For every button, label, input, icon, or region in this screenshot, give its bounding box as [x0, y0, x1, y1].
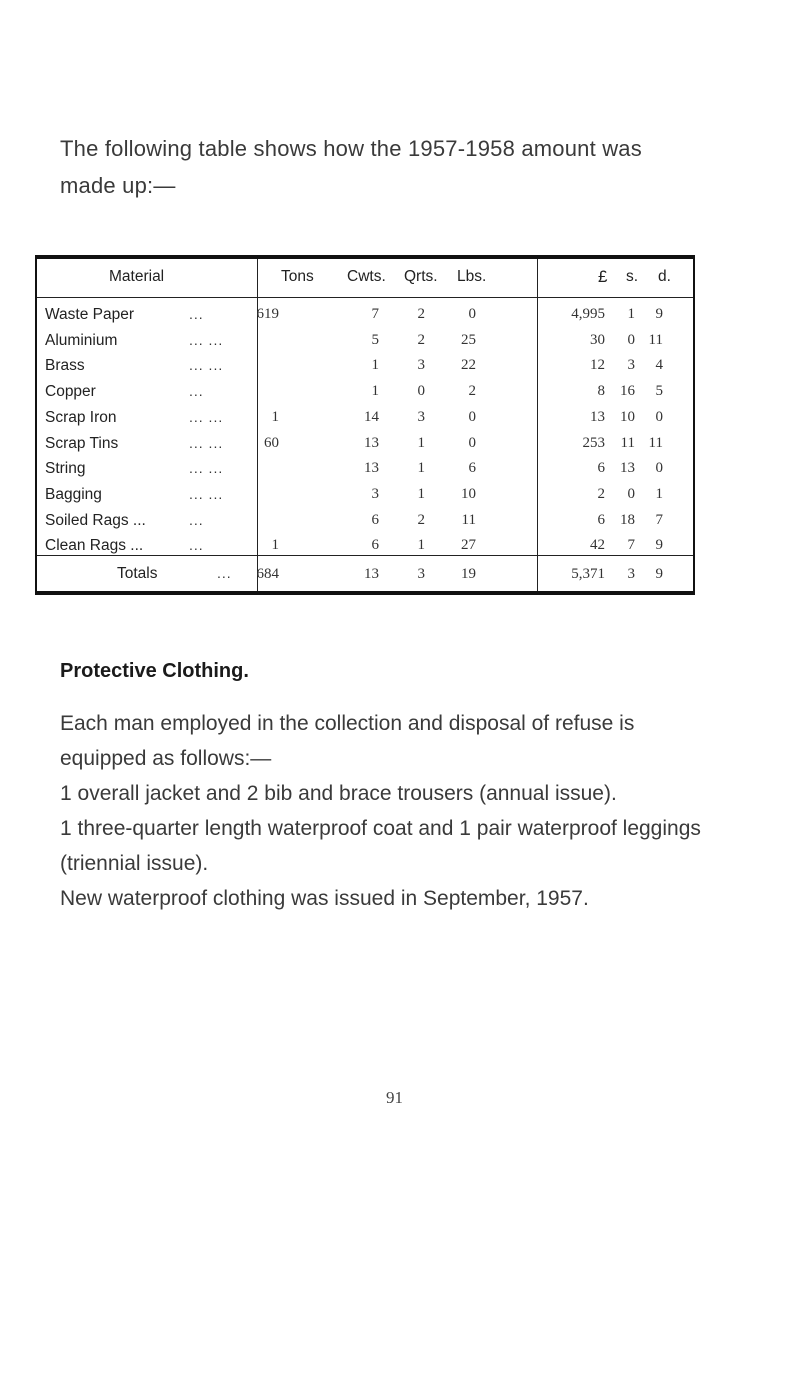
totals-pounds: 5,371	[571, 566, 605, 582]
cell-qrts: 3	[417, 357, 425, 374]
header-lbs: Lbs.	[457, 268, 487, 285]
cell-cwts: 1	[371, 383, 379, 400]
cell-lbs: 10	[461, 485, 476, 502]
cell-shillings: 0	[627, 485, 635, 502]
cell-cwts: 13	[364, 460, 379, 477]
cell-qrts: 2	[417, 331, 425, 348]
cell-pence: 9	[655, 537, 663, 554]
materials-table	[35, 255, 695, 595]
cell-shillings: 10	[620, 408, 635, 425]
clothing-item: 1 overall jacket and 2 bib and brace trousers (annual issue).	[60, 782, 617, 805]
cell-cwts: 6	[371, 537, 379, 554]
totals-pence: 9	[655, 566, 663, 582]
section-heading: Protective Clothing.	[60, 660, 249, 682]
totals-cwts: 13	[364, 566, 379, 582]
cell-pounds: 253	[582, 434, 605, 451]
cell-material: Scrap Iron	[45, 408, 117, 426]
totals-label: Totals	[117, 565, 158, 582]
header-pounds: £	[598, 267, 608, 286]
page-number: 91	[386, 1088, 403, 1107]
cell-tons: 619	[256, 306, 279, 322]
cell-pence: 4	[655, 357, 663, 374]
cell-qrts: 1	[417, 485, 425, 502]
cell-dots: ... ...	[189, 408, 224, 425]
cell-shillings: 1	[627, 306, 635, 322]
cell-material: Soiled Rags ...	[45, 511, 146, 529]
cell-tons: 1	[271, 408, 279, 425]
cell-qrts: 0	[417, 383, 425, 400]
cell-lbs: 22	[461, 357, 476, 374]
totals-qrts: 3	[417, 566, 425, 582]
cell-lbs: 11	[461, 511, 476, 528]
cell-pence: 5	[655, 383, 663, 400]
cell-material: String	[45, 460, 86, 478]
cell-pence: 1	[655, 485, 663, 502]
cell-pence: 0	[655, 408, 663, 425]
header-qrts: Qrts.	[404, 268, 438, 285]
cell-qrts: 1	[417, 460, 425, 477]
cell-shillings: 11	[620, 434, 635, 451]
cell-shillings: 13	[620, 460, 635, 477]
cell-tons: 60	[264, 434, 279, 451]
cell-material: Waste Paper	[45, 306, 135, 323]
cell-shillings: 0	[627, 331, 635, 348]
cell-cwts: 13	[364, 434, 379, 451]
cell-shillings: 7	[627, 537, 635, 554]
cell-pounds: 8	[597, 383, 605, 400]
section-note: New waterproof clothing was issued in September, 1957.	[60, 887, 589, 910]
cell-qrts: 1	[417, 537, 425, 554]
cell-tons: 1	[271, 537, 279, 554]
cell-cwts: 5	[371, 331, 379, 348]
cell-pounds: 6	[597, 511, 605, 528]
cell-dots: ...	[189, 511, 204, 528]
cell-dots: ... ...	[189, 485, 224, 502]
cell-material: Copper	[45, 383, 96, 401]
cell-pence: 11	[648, 331, 663, 348]
cell-shillings: 3	[627, 357, 635, 374]
cell-dots: ...	[189, 383, 204, 400]
cell-qrts: 3	[417, 408, 425, 425]
cell-qrts: 1	[417, 434, 425, 451]
cell-cwts: 14	[364, 408, 379, 425]
clothing-item: 1 three-quarter length waterproof coat and 1 pair waterproof leggings (triennial issue).	[60, 817, 701, 875]
totals-dots: ...	[217, 565, 232, 581]
cell-pence: 0	[655, 460, 663, 477]
cell-lbs: 25	[461, 331, 476, 348]
header-material: Material	[109, 268, 165, 285]
cell-cwts: 6	[371, 511, 379, 528]
totals-lbs: 19	[461, 566, 476, 582]
cell-pounds: 42	[590, 537, 605, 554]
cell-dots: ...	[189, 537, 204, 554]
cell-pounds: 6	[597, 460, 605, 477]
cell-material: Brass	[45, 357, 85, 375]
cell-lbs: 0	[468, 434, 476, 451]
cell-pounds: 13	[590, 408, 605, 425]
cell-dots: ... ...	[189, 331, 224, 348]
cell-lbs: 27	[461, 537, 476, 554]
cell-dots: ... ...	[189, 460, 224, 477]
cell-dots: ... ...	[189, 434, 224, 451]
cell-lbs: 0	[468, 306, 476, 322]
cell-pounds: 4,995	[571, 306, 605, 322]
header-pence: d.	[658, 268, 671, 285]
header-divider	[37, 297, 693, 298]
cell-qrts: 2	[417, 306, 425, 322]
cell-lbs: 2	[468, 383, 476, 400]
cell-pounds: 30	[590, 331, 605, 348]
header-shillings: s.	[626, 268, 639, 285]
cell-shillings: 16	[620, 383, 635, 400]
cell-cwts: 3	[371, 485, 379, 502]
cell-qrts: 2	[417, 511, 425, 528]
section-paragraph: Each man employed in the collection and disposal of refuse is equipped as follows:—	[60, 712, 635, 770]
cell-cwts: 7	[371, 306, 379, 322]
cell-shillings: 18	[620, 511, 635, 528]
cell-material: Aluminium	[45, 331, 118, 349]
cell-cwts: 1	[371, 357, 379, 374]
cell-pence: 11	[648, 434, 663, 451]
cell-lbs: 0	[468, 408, 476, 425]
cell-dots: ... ...	[189, 357, 224, 374]
cell-pounds: 2	[597, 485, 605, 502]
cell-pounds: 12	[590, 357, 605, 374]
cell-material: Clean Rags ...	[45, 537, 144, 555]
cell-material: Bagging	[45, 485, 102, 503]
header-tons: Tons	[281, 268, 314, 285]
cell-lbs: 6	[468, 460, 476, 477]
cell-pence: 9	[655, 306, 663, 322]
totals-tons: 684	[256, 566, 279, 582]
cell-pence: 7	[655, 511, 663, 528]
cell-material: Scrap Tins	[45, 434, 119, 452]
header-cwts: Cwts.	[347, 268, 386, 285]
totals-shillings: 3	[627, 566, 635, 582]
column-divider	[537, 259, 538, 591]
intro-text: The following table shows how the 1957-1958 amount was made up:—	[60, 136, 642, 198]
cell-dots: ...	[189, 306, 204, 322]
